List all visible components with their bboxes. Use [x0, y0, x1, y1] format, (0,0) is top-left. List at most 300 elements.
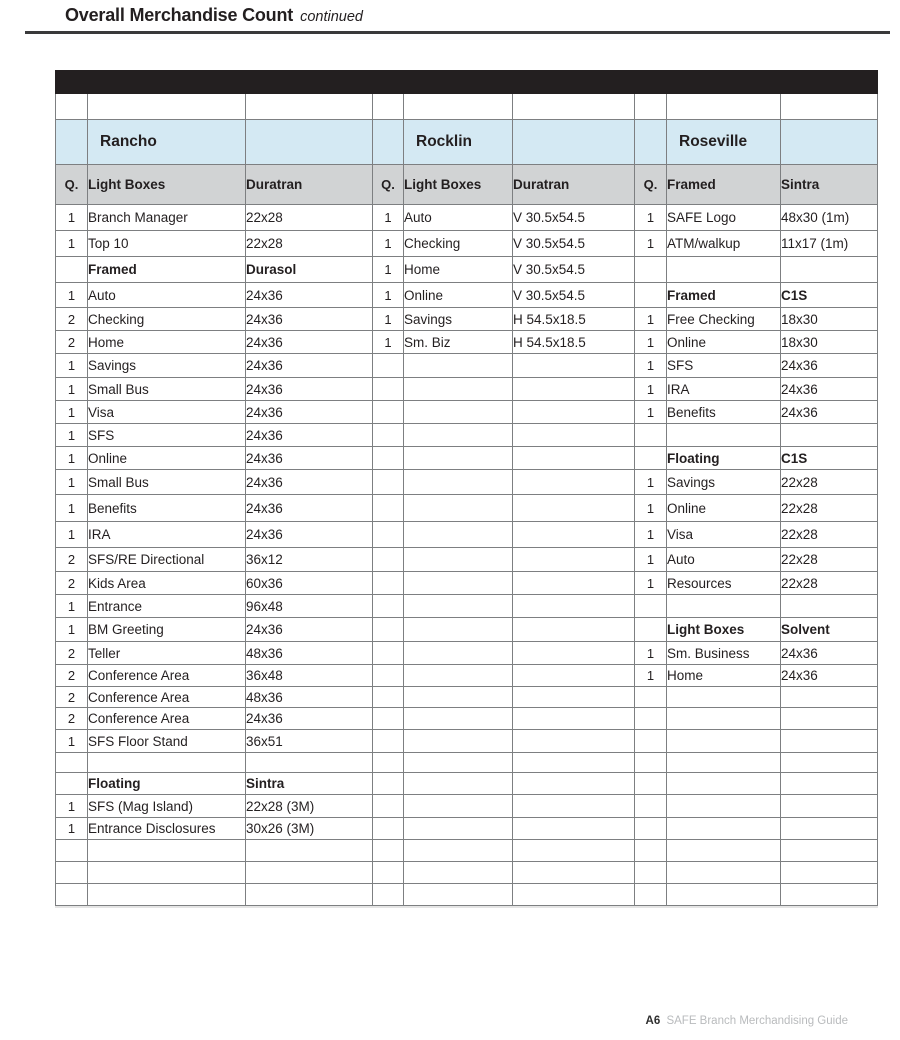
table-row: [56, 595, 878, 618]
empty-cell: [635, 283, 667, 308]
qty-cell: 2: [56, 308, 88, 331]
section-band-name: Light Boxes: [667, 618, 781, 642]
empty-cell: [404, 470, 513, 495]
empty-cell: [513, 884, 635, 906]
item-name-cell: Savings: [404, 308, 513, 331]
empty-cell: [667, 708, 781, 730]
empty-cell: [781, 120, 878, 165]
item-name-cell: IRA: [88, 522, 246, 548]
empty-cell: [56, 94, 88, 120]
empty-cell: [781, 840, 878, 862]
empty-cell: [56, 120, 88, 165]
empty-cell: [373, 795, 404, 818]
item-size-cell: 30x26 (3M): [246, 818, 373, 840]
item-name-cell: SFS: [88, 424, 246, 447]
qty-cell: 1: [56, 378, 88, 401]
empty-cell: [373, 773, 404, 795]
item-name-cell: Conference Area: [88, 687, 246, 708]
item-size-cell: 60x36: [246, 572, 373, 595]
empty-cell: [513, 94, 635, 120]
empty-cell: [404, 548, 513, 572]
empty-cell: [635, 840, 667, 862]
qty-cell: 1: [56, 447, 88, 470]
item-size-cell: 24x36: [246, 331, 373, 354]
table-row: [56, 572, 878, 595]
empty-cell: [513, 354, 635, 378]
empty-cell: [373, 753, 404, 773]
empty-cell: [88, 753, 246, 773]
empty-cell: [781, 795, 878, 818]
empty-cell: [404, 884, 513, 906]
empty-cell: [635, 753, 667, 773]
table-row: [56, 708, 878, 730]
item-name-cell: Kids Area: [88, 572, 246, 595]
item-name-cell: Online: [667, 331, 781, 354]
empty-cell: [404, 753, 513, 773]
qty-cell: 1: [373, 308, 404, 331]
empty-cell: [635, 618, 667, 642]
qty-cell: 2: [56, 665, 88, 687]
name-column-header: Framed: [667, 165, 781, 205]
item-name-cell: Auto: [667, 548, 781, 572]
empty-cell: [404, 424, 513, 447]
empty-cell: [667, 730, 781, 753]
empty-cell: [667, 595, 781, 618]
empty-cell: [513, 818, 635, 840]
empty-cell: [667, 840, 781, 862]
empty-cell: [246, 753, 373, 773]
empty-cell: [404, 522, 513, 548]
qty-cell: 2: [56, 708, 88, 730]
empty-cell: [404, 795, 513, 818]
empty-cell: [373, 730, 404, 753]
empty-cell: [635, 687, 667, 708]
item-size-cell: 24x36: [246, 424, 373, 447]
item-size-cell: 11x17 (1m): [781, 231, 878, 257]
item-name-cell: Home: [404, 257, 513, 283]
qty-cell: 1: [635, 642, 667, 665]
empty-cell: [635, 862, 667, 884]
table-row: [56, 495, 878, 522]
item-size-cell: 24x36: [246, 378, 373, 401]
item-name-cell: Teller: [88, 642, 246, 665]
title-rule: [25, 31, 890, 34]
qty-cell: 1: [373, 257, 404, 283]
empty-cell: [513, 595, 635, 618]
section-band-name: Floating: [88, 773, 246, 795]
qty-cell: 1: [56, 424, 88, 447]
empty-cell: [513, 795, 635, 818]
item-size-cell: 24x36: [781, 354, 878, 378]
column-header-row: [56, 165, 878, 205]
empty-cell: [513, 840, 635, 862]
item-name-cell: Entrance: [88, 595, 246, 618]
empty-cell: [373, 495, 404, 522]
qty-cell: 1: [635, 308, 667, 331]
qty-cell: 1: [635, 522, 667, 548]
qty-column-header: Q.: [56, 165, 88, 205]
empty-cell: [404, 840, 513, 862]
item-size-cell: 24x36: [781, 401, 878, 424]
empty-cell: [667, 862, 781, 884]
empty-cell: [513, 378, 635, 401]
qty-cell: 1: [56, 283, 88, 308]
item-size-cell: 22x28: [781, 470, 878, 495]
page-title-main: Overall Merchandise Count: [65, 5, 294, 25]
item-name-cell: Sm. Biz: [404, 331, 513, 354]
item-size-cell: 48x36: [246, 687, 373, 708]
empty-cell: [667, 687, 781, 708]
empty-cell: [88, 884, 246, 906]
page-title-continued: continued: [300, 9, 363, 25]
table-row: [56, 753, 878, 773]
item-size-cell: 36x12: [246, 548, 373, 572]
empty-cell: [404, 572, 513, 595]
empty-cell: [56, 753, 88, 773]
empty-cell: [513, 730, 635, 753]
table-row: [56, 447, 878, 470]
item-name-cell: SFS Floor Stand: [88, 730, 246, 753]
empty-cell: [88, 94, 246, 120]
item-size-cell: 22x28: [246, 231, 373, 257]
table-row: [56, 331, 878, 354]
empty-cell: [513, 618, 635, 642]
qty-column-header: Q.: [373, 165, 404, 205]
qty-cell: 1: [56, 205, 88, 231]
empty-cell: [373, 354, 404, 378]
empty-cell: [373, 642, 404, 665]
empty-cell: [667, 884, 781, 906]
item-name-cell: Benefits: [667, 401, 781, 424]
footer-guide-title: SAFE Branch Merchandising Guide: [666, 1015, 848, 1027]
item-name-cell: SAFE Logo: [667, 205, 781, 231]
qty-cell: 1: [635, 495, 667, 522]
empty-cell: [56, 257, 88, 283]
empty-cell: [404, 354, 513, 378]
empty-cell: [373, 447, 404, 470]
section-band-material: Solvent: [781, 618, 878, 642]
empty-cell: [513, 548, 635, 572]
qty-cell: 1: [56, 354, 88, 378]
table-row: [56, 862, 878, 884]
item-name-cell: Visa: [88, 401, 246, 424]
table-top-bar: [56, 71, 878, 94]
empty-cell: [513, 522, 635, 548]
qty-cell: 1: [373, 331, 404, 354]
item-size-cell: V 30.5x54.5: [513, 231, 635, 257]
item-name-cell: Benefits: [88, 495, 246, 522]
empty-cell: [404, 618, 513, 642]
item-size-cell: 36x51: [246, 730, 373, 753]
item-size-cell: 48x36: [246, 642, 373, 665]
item-size-cell: 18x30: [781, 331, 878, 354]
empty-cell: [635, 424, 667, 447]
empty-cell: [404, 687, 513, 708]
empty-cell: [373, 708, 404, 730]
empty-cell: [373, 572, 404, 595]
city-name-rancho: Rancho: [88, 120, 246, 165]
qty-cell: 2: [56, 548, 88, 572]
empty-cell: [373, 840, 404, 862]
empty-cell: [373, 424, 404, 447]
qty-cell: 1: [56, 522, 88, 548]
item-size-cell: 22x28: [781, 522, 878, 548]
empty-cell: [373, 522, 404, 548]
empty-cell: [373, 595, 404, 618]
table-row: [56, 818, 878, 840]
empty-cell: [513, 424, 635, 447]
empty-cell: [513, 572, 635, 595]
city-header-row: [56, 120, 878, 165]
empty-cell: [404, 94, 513, 120]
empty-cell: [56, 773, 88, 795]
item-name-cell: Small Bus: [88, 470, 246, 495]
empty-cell: [635, 730, 667, 753]
empty-cell: [246, 120, 373, 165]
table-row: [56, 354, 878, 378]
empty-cell: [513, 120, 635, 165]
size-column-header: Duratran: [246, 165, 373, 205]
item-size-cell: V 30.5x54.5: [513, 205, 635, 231]
item-size-cell: 24x36: [246, 470, 373, 495]
item-name-cell: Home: [88, 331, 246, 354]
empty-cell: [781, 687, 878, 708]
empty-cell: [404, 378, 513, 401]
empty-cell: [635, 795, 667, 818]
qty-cell: 2: [56, 572, 88, 595]
empty-cell: [635, 120, 667, 165]
table-row: [56, 642, 878, 665]
item-name-cell: Entrance Disclosures: [88, 818, 246, 840]
name-column-header: Light Boxes: [88, 165, 246, 205]
empty-cell: [635, 818, 667, 840]
item-size-cell: 22x28: [781, 572, 878, 595]
table-row: [56, 795, 878, 818]
empty-cell: [88, 862, 246, 884]
table-row: [56, 840, 878, 862]
item-size-cell: 24x36: [246, 618, 373, 642]
empty-cell: [88, 840, 246, 862]
empty-cell: [404, 730, 513, 753]
item-name-cell: SFS: [667, 354, 781, 378]
empty-cell: [404, 818, 513, 840]
item-name-cell: Top 10: [88, 231, 246, 257]
empty-cell: [781, 884, 878, 906]
item-name-cell: SFS (Mag Island): [88, 795, 246, 818]
qty-cell: 1: [373, 231, 404, 257]
item-size-cell: 18x30: [781, 308, 878, 331]
empty-cell: [513, 665, 635, 687]
empty-cell: [373, 687, 404, 708]
empty-cell: [513, 642, 635, 665]
item-name-cell: Sm. Business: [667, 642, 781, 665]
item-size-cell: 24x36: [246, 708, 373, 730]
empty-cell: [635, 257, 667, 283]
item-name-cell: Online: [404, 283, 513, 308]
city-name-roseville: Roseville: [667, 120, 781, 165]
qty-cell: 1: [373, 283, 404, 308]
empty-cell: [667, 257, 781, 283]
empty-cell: [513, 708, 635, 730]
qty-cell: 1: [56, 231, 88, 257]
empty-cell: [781, 708, 878, 730]
section-band-material: Durasol: [246, 257, 373, 283]
empty-cell: [373, 120, 404, 165]
section-band-name: Framed: [88, 257, 246, 283]
item-size-cell: 22x28: [781, 548, 878, 572]
qty-cell: 1: [56, 730, 88, 753]
table-row: [56, 730, 878, 753]
empty-cell: [513, 773, 635, 795]
item-size-cell: 24x36: [246, 308, 373, 331]
item-size-cell: 24x36: [246, 495, 373, 522]
empty-cell: [781, 818, 878, 840]
item-name-cell: Checking: [88, 308, 246, 331]
qty-cell: 1: [56, 595, 88, 618]
item-name-cell: IRA: [667, 378, 781, 401]
empty-cell: [667, 424, 781, 447]
qty-cell: 1: [635, 401, 667, 424]
item-name-cell: Auto: [88, 283, 246, 308]
empty-cell: [781, 753, 878, 773]
item-name-cell: ATM/walkup: [667, 231, 781, 257]
table-row: [56, 470, 878, 495]
table-row: [56, 401, 878, 424]
item-size-cell: 24x36: [246, 354, 373, 378]
qty-cell: 1: [635, 378, 667, 401]
empty-cell: [56, 884, 88, 906]
section-band-material: Sintra: [246, 773, 373, 795]
top-bar-cell: [56, 71, 878, 94]
qty-cell: 2: [56, 331, 88, 354]
empty-cell: [404, 642, 513, 665]
item-size-cell: 24x36: [246, 283, 373, 308]
item-size-cell: 48x30 (1m): [781, 205, 878, 231]
empty-cell: [635, 447, 667, 470]
table-row: [56, 283, 878, 308]
empty-cell: [373, 378, 404, 401]
item-name-cell: Home: [667, 665, 781, 687]
table-row: [56, 548, 878, 572]
table-row: [56, 378, 878, 401]
empty-cell: [404, 447, 513, 470]
empty-cell: [404, 401, 513, 424]
empty-cell: [667, 795, 781, 818]
empty-cell: [373, 862, 404, 884]
section-band-name: Floating: [667, 447, 781, 470]
city-name-rocklin: Rocklin: [404, 120, 513, 165]
item-size-cell: H 54.5x18.5: [513, 331, 635, 354]
item-size-cell: 22x28: [246, 205, 373, 231]
item-name-cell: Small Bus: [88, 378, 246, 401]
table-row: [56, 687, 878, 708]
table-row: [56, 205, 878, 231]
item-size-cell: 24x36: [781, 642, 878, 665]
item-name-cell: BM Greeting: [88, 618, 246, 642]
empty-cell: [373, 618, 404, 642]
qty-cell: 1: [635, 572, 667, 595]
empty-cell: [635, 595, 667, 618]
empty-cell: [635, 884, 667, 906]
item-size-cell: 24x36: [781, 665, 878, 687]
item-name-cell: Savings: [667, 470, 781, 495]
item-size-cell: V 30.5x54.5: [513, 283, 635, 308]
item-size-cell: 22x28 (3M): [246, 795, 373, 818]
empty-cell: [513, 862, 635, 884]
item-name-cell: Free Checking: [667, 308, 781, 331]
empty-cell: [246, 94, 373, 120]
qty-cell: 1: [635, 354, 667, 378]
empty-cell: [635, 708, 667, 730]
footer-page-number: A6: [645, 1015, 661, 1027]
empty-cell: [373, 818, 404, 840]
item-size-cell: H 54.5x18.5: [513, 308, 635, 331]
item-size-cell: V 30.5x54.5: [513, 257, 635, 283]
empty-cell: [781, 862, 878, 884]
empty-cell: [513, 687, 635, 708]
item-size-cell: 24x36: [246, 522, 373, 548]
size-column-header: Duratran: [513, 165, 635, 205]
empty-cell: [404, 595, 513, 618]
qty-column-header: Q.: [635, 165, 667, 205]
item-name-cell: Online: [667, 495, 781, 522]
qty-cell: 2: [56, 642, 88, 665]
empty-cell: [373, 94, 404, 120]
qty-cell: 1: [373, 205, 404, 231]
section-band-name: Framed: [667, 283, 781, 308]
item-size-cell: 24x36: [246, 401, 373, 424]
empty-cell: [513, 401, 635, 424]
empty-cell: [404, 862, 513, 884]
empty-cell: [667, 773, 781, 795]
empty-cell: [513, 753, 635, 773]
item-name-cell: Conference Area: [88, 708, 246, 730]
empty-cell: [513, 447, 635, 470]
empty-cell: [513, 495, 635, 522]
qty-cell: 1: [56, 401, 88, 424]
empty-cell: [56, 862, 88, 884]
empty-cell: [781, 773, 878, 795]
qty-cell: 1: [635, 205, 667, 231]
item-size-cell: 96x48: [246, 595, 373, 618]
merchandise-count-table: [55, 70, 878, 906]
table-row: [56, 257, 878, 283]
empty-cell: [635, 773, 667, 795]
page-footer: [646, 1015, 848, 1027]
empty-cell: [781, 595, 878, 618]
item-name-cell: Branch Manager: [88, 205, 246, 231]
table-row: [56, 618, 878, 642]
table-row: [56, 522, 878, 548]
empty-cell: [373, 884, 404, 906]
empty-cell: [635, 94, 667, 120]
empty-cell: [246, 884, 373, 906]
table-row: [56, 308, 878, 331]
empty-cell: [667, 753, 781, 773]
empty-cell: [404, 495, 513, 522]
item-size-cell: 24x36: [781, 378, 878, 401]
qty-cell: 1: [56, 470, 88, 495]
qty-cell: 1: [56, 795, 88, 818]
table-row: [56, 665, 878, 687]
empty-cell: [246, 862, 373, 884]
item-name-cell: Auto: [404, 205, 513, 231]
item-name-cell: Online: [88, 447, 246, 470]
empty-cell: [404, 665, 513, 687]
empty-cell: [667, 94, 781, 120]
page-title: [65, 5, 363, 26]
item-name-cell: SFS/RE Directional: [88, 548, 246, 572]
